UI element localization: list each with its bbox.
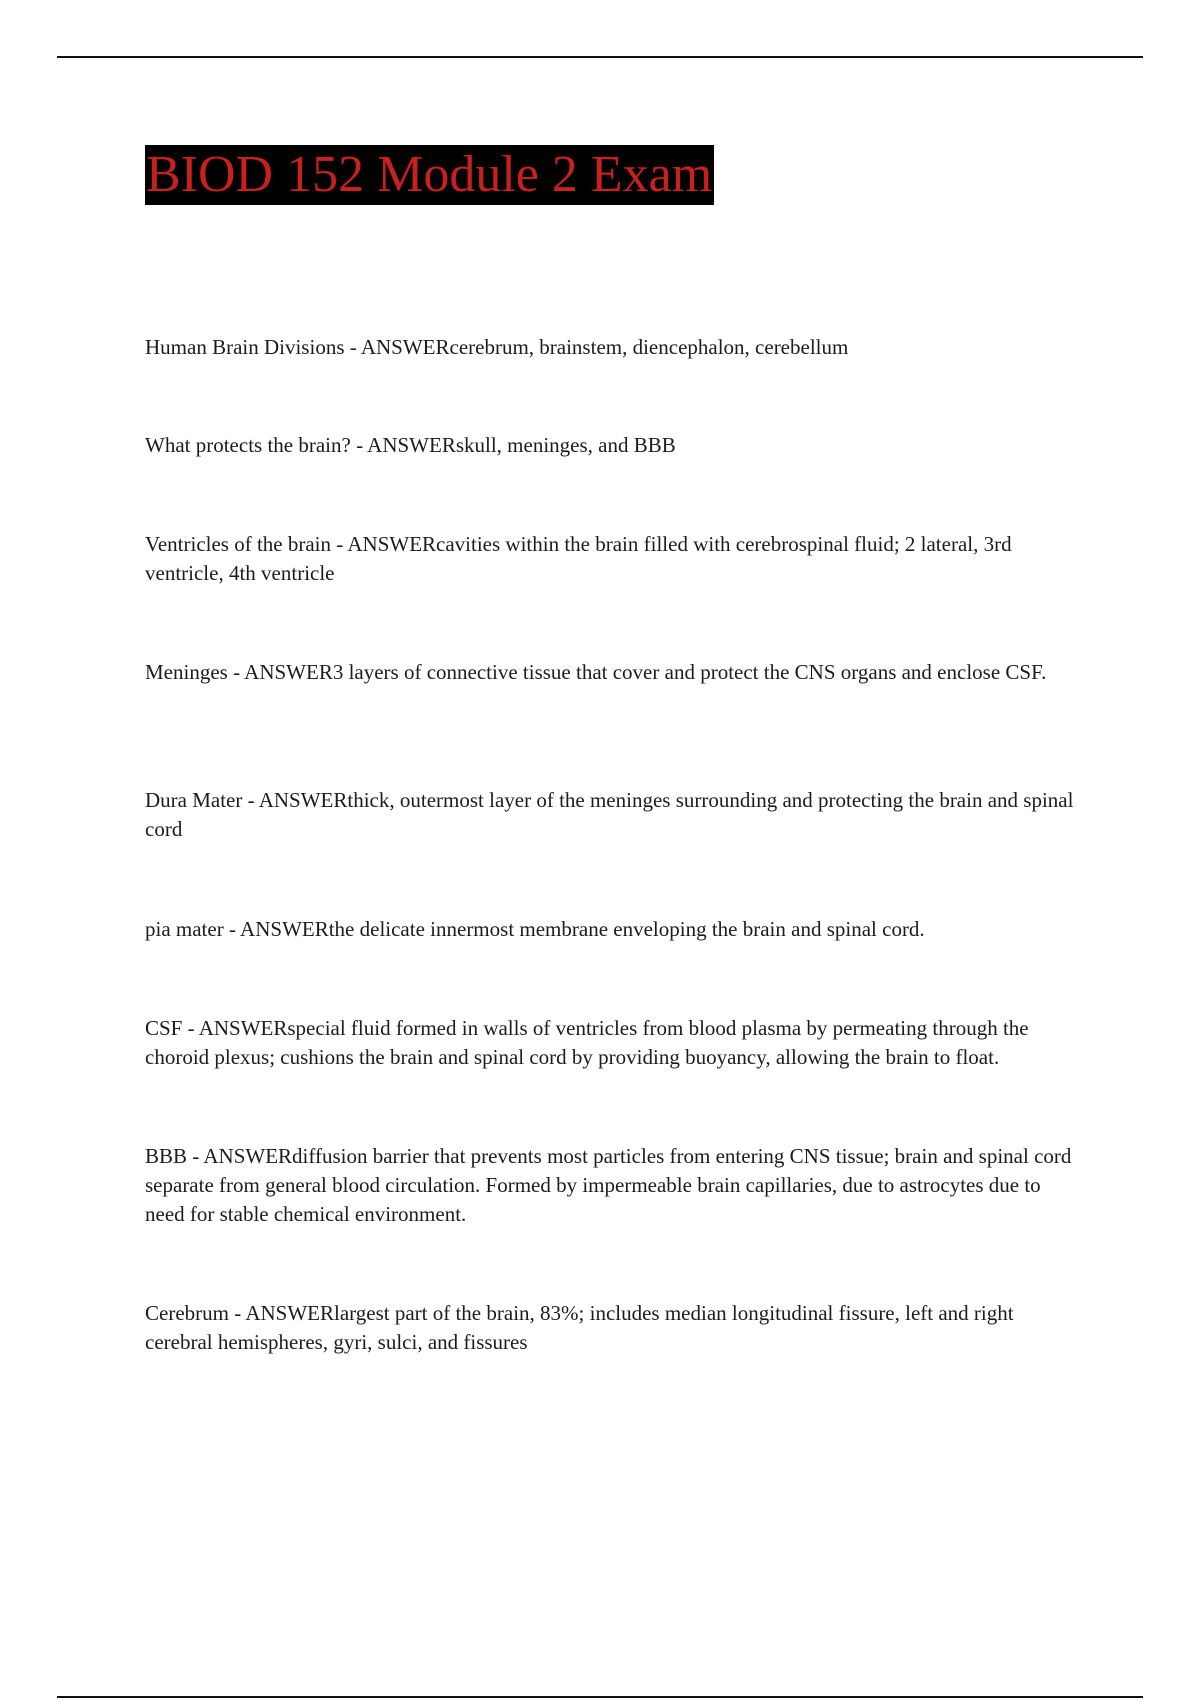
- bottom-rule: [57, 1696, 1143, 1698]
- answer: cerebrum, brainstem, diencephalon, cerebellum: [449, 335, 849, 359]
- question: pia mater: [145, 917, 224, 941]
- qa-item-cerebrum: [145, 1299, 1085, 1357]
- qa-item-brain-protection: [145, 431, 1085, 460]
- qa-item-csf: [145, 1014, 1085, 1072]
- top-rule: [57, 56, 1143, 58]
- answer: diffusion barrier that prevents most particles from entering CNS tissue; brain and spinal cord separate from general blood circulation. Formed by impermeable brain capillaries, due to astrocytes due to need for stable chemical environment.: [145, 1144, 1072, 1226]
- question: CSF: [145, 1016, 183, 1040]
- question: What protects the brain?: [145, 433, 351, 457]
- qa-item-bbb: [145, 1142, 1085, 1229]
- qa-item-brain-divisions: [145, 333, 1085, 362]
- qa-item-ventricles: [145, 530, 1085, 588]
- answer-separator: - ANSWER: [344, 335, 450, 359]
- question: Dura Mater: [145, 788, 243, 812]
- answer-separator: - ANSWER: [223, 917, 329, 941]
- answer-separator: - ANSWER: [228, 1301, 334, 1325]
- qa-item-meninges: [145, 658, 1085, 687]
- question: BBB: [145, 1144, 188, 1168]
- answer-separator: - ANSWER: [187, 1144, 293, 1168]
- qa-item-pia-mater: [145, 915, 1085, 944]
- answer: skull, meninges, and BBB: [455, 433, 676, 457]
- qa-item-dura-mater: [145, 786, 1085, 844]
- question: Human Brain Divisions: [145, 335, 345, 359]
- answer: largest part of the brain, 83%; includes median longitudinal fissure, left and right cerebral hemispheres, gyri, sulci, and fissures: [145, 1301, 1014, 1354]
- answer: cavities within the brain filled with cerebrospinal fluid; 2 lateral, 3rd ventricle, 4th ventricle: [145, 532, 1012, 585]
- question: Meninges: [145, 660, 228, 684]
- answer-separator: - ANSWER: [227, 660, 333, 684]
- answer: special fluid formed in walls of ventricles from blood plasma by permeating through the choroid plexus; cushions the brain and spinal cord by providing buoyancy, allowing the brain to float.: [145, 1016, 1029, 1069]
- document-title: BIOD 152 Module 2 Exam: [146, 146, 713, 203]
- answer-separator: - ANSWER: [242, 788, 348, 812]
- answer-separator: - ANSWER: [350, 433, 456, 457]
- question: Cerebrum: [145, 1301, 229, 1325]
- answer-separator: - ANSWER: [182, 1016, 288, 1040]
- question: Ventricles of the brain: [145, 532, 332, 556]
- answer-separator: - ANSWER: [331, 532, 437, 556]
- answer: thick, outermost layer of the meninges surrounding and protecting the brain and spinal cord: [145, 788, 1074, 841]
- answer: 3 layers of connective tissue that cover and protect the CNS organs and enclose CSF.: [332, 660, 1047, 684]
- answer: the delicate innermost membrane enveloping the brain and spinal cord.: [328, 917, 925, 941]
